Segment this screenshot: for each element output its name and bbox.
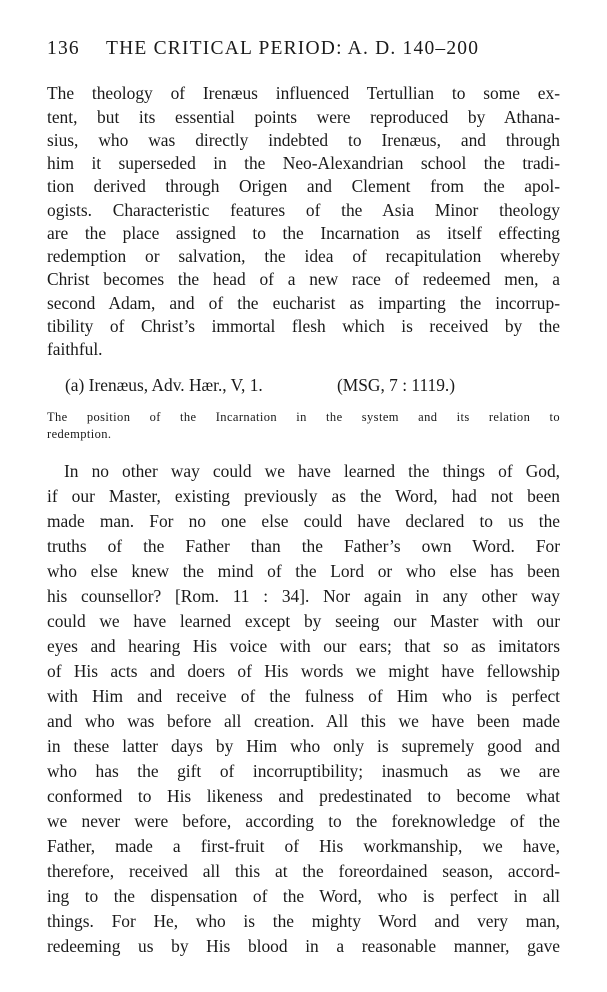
text-line: redemption or salvation, the idea of recapitulation whereby bbox=[47, 246, 560, 266]
source-citation: (MSG, 7 : 1119.) bbox=[337, 375, 456, 395]
note-line: redemption. bbox=[47, 427, 112, 441]
text-line: therefore, received all this at the foreordained season, accord- bbox=[47, 861, 560, 881]
running-head bbox=[47, 38, 560, 62]
text-line: The theology of Irenæus influenced Tertullian to some ex- bbox=[47, 83, 560, 103]
page-number: 136 bbox=[47, 38, 80, 59]
text-line: things. For He, who is the mighty Word and very man, bbox=[47, 911, 560, 931]
text-line: tent, but its essential points were reproduced by Athana- bbox=[47, 107, 560, 127]
text-line: truths of the Father than the Father’s own Word. For bbox=[47, 536, 560, 556]
text-line: tion derived through Origen and Clement from the apol- bbox=[47, 176, 560, 196]
text-line: second Adam, and of the eucharist as imparting the incorrup- bbox=[47, 293, 560, 313]
text-line: In no other way could we have learned the things of God, bbox=[64, 461, 560, 481]
text-line: are the place assigned to the Incarnation as itself effecting bbox=[47, 223, 560, 243]
text-line: we never were before, according to the foreknowledge of the bbox=[47, 811, 560, 831]
text-line: if our Master, existing previously as the Word, had not been bbox=[47, 486, 560, 506]
text-line: of His acts and doers of His words we might have fellowship bbox=[47, 661, 560, 681]
text-line: faithful. bbox=[47, 339, 103, 359]
text-line: with Him and receive of the fulness of Him who is perfect bbox=[47, 686, 560, 706]
text-line: him it superseded in the Neo-Alexandrian school the tradi- bbox=[47, 153, 560, 173]
text-line: conformed to His likeness and predestinated to become what bbox=[47, 786, 560, 806]
source-reference bbox=[47, 375, 560, 399]
note-line: The position of the Incarnation in the system and its relation to bbox=[47, 410, 560, 424]
text-line: in these latter days by Him who only is supremely good and bbox=[47, 736, 560, 756]
text-line: and who was before all creation. All this we have been made bbox=[47, 711, 560, 731]
text-line: ing to the dispensation of the Word, who is perfect in all bbox=[47, 886, 560, 906]
text-line: who else knew the mind of the Lord or who else has been bbox=[47, 561, 560, 581]
source-title: (a) Irenæus, Adv. Hær., V, 1. bbox=[65, 375, 263, 395]
text-line: could we have learned except by seeing our Master with our bbox=[47, 611, 560, 631]
text-line: his counsellor? [Rom. 11 : 34]. Nor again in any other way bbox=[47, 586, 560, 606]
text-line: made man. For no one else could have declared to us the bbox=[47, 511, 560, 531]
text-line: Father, made a first-fruit of His workmanship, we have, bbox=[47, 836, 560, 856]
text-line: sius, who was directly indebted to Irenæus, and through bbox=[47, 130, 560, 150]
text-line: redeeming us by His blood in a reasonable manner, gave bbox=[47, 936, 560, 956]
text-line: who has the gift of incorruptibility; inasmuch as we are bbox=[47, 761, 560, 781]
running-head-title: THE CRITICAL PERIOD: A. D. 140–200 bbox=[106, 38, 480, 59]
text-line: eyes and hearing His voice with our ears; that so as imitators bbox=[47, 636, 560, 656]
text-line: ogists. Characteristic features of the Asia Minor theology bbox=[47, 200, 560, 220]
text-line: tibility of Christ’s immortal flesh which is received by the bbox=[47, 316, 560, 336]
text-line: Christ becomes the head of a new race of redeemed men, a bbox=[47, 269, 560, 289]
